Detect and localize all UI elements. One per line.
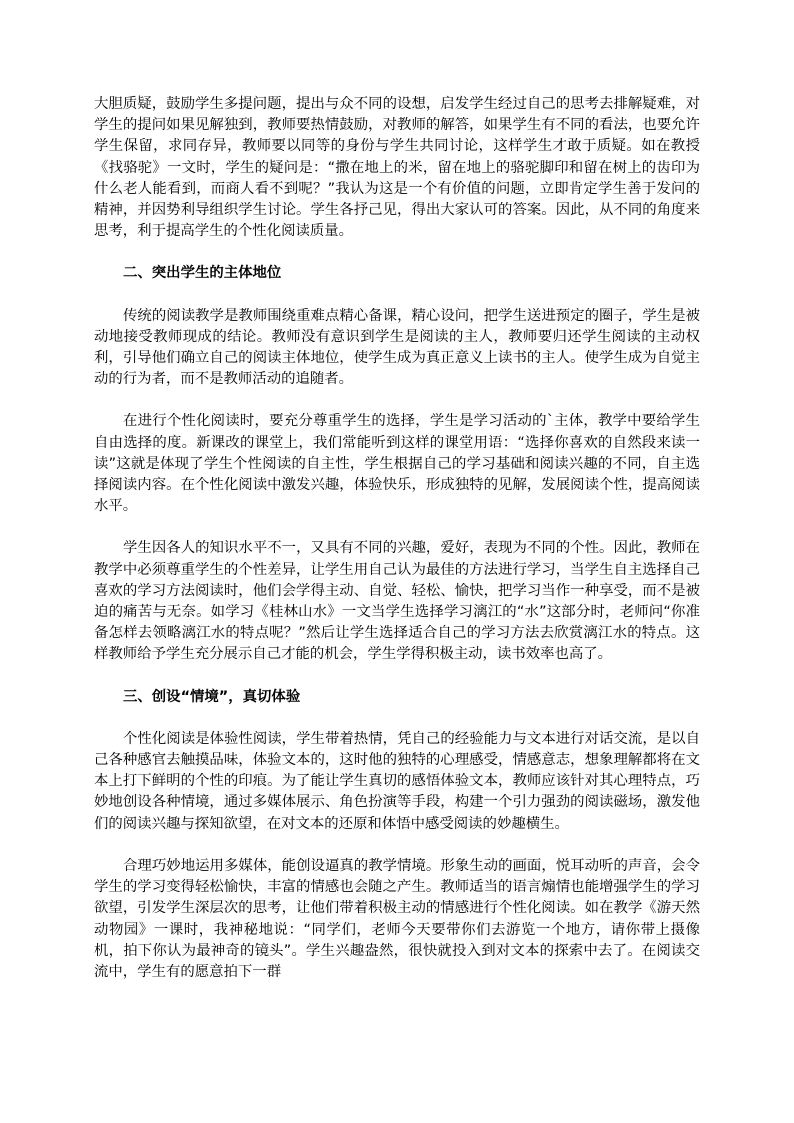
section-heading-3: 三、创设“情境”，真切体验 [123, 688, 301, 705]
paragraph-intro: 大胆质疑，鼓励学生多提问题，提出与众不同的设想，启发学生经过自己的思考去排解疑难，对学生的提问如果见解独到，教师要热情鼓励，对教师的解答，如果学生有不同的看法，也要允许学生保留，求同存异，教师要以同等的身份与学生共同讨论，这样学生才敢于质疑。如在教授《找骆驼》一文时，学生的疑问是：“撒在地上的米，留在地上的骆驼脚印和留在树上的齿印为什么老人能看到，而商人看不到呢？”我认为这是一个有价值的问题，立即肯定学生善于发问的精神，并因势利导组织学生讨论。学生各抒己见，得出大家认可的答案。因此，从不同的角度来思考，利于提高学生的个性化阅读质量。 [94, 96, 700, 240]
paragraph-2-2: 在进行个性化阅读时，要充分尊重学生的选择，学生是学习活动的`主体，教学中要给学生自由选择的度。新课改的课堂上，我们常能听到这样的课堂用语：“选择你喜欢的自然段来读一读”这就是体现了学生个性阅读的自主性，学生根据自己的学习基础和阅读兴趣的不同，自主选择阅读内容。在个性化阅读中激发兴趣，体验快乐，形成独特的见解，发展阅读个性，提高阅读水平。 [94, 413, 700, 515]
document-page [94, 94, 700, 1004]
paragraph-2-1: 传统的阅读教学是教师围绕重难点精心备课，精心设问，把学生送进预定的圈子，学生是被动地接受教师现成的结论。教师没有意识到学生是阅读的主人，教师要归还学生阅读的主动权利，引导他们确立自己的阅读主体地位，使学生成为真正意义上读书的主人。使学生成为自觉主动的行为者，而不是教师活动的追随者。 [94, 307, 700, 388]
section-heading-2: 二、突出学生的主体地位 [123, 265, 282, 282]
paragraph-3-2: 合理巧妙地运用多媒体，能创设逼真的教学情境。形象生动的画面，悦耳动听的声音，会令学生的学习变得轻松愉快，丰富的情感也会随之产生。教师适当的语言煽情也能增强学生的学习欲望，引发学生深层次的思考，让他们带着积极主动的情感进行个性化阅读。如在教学《游天然动物园》一课时，我神秘地说：“同学们，老师今天要带你们去游览一个地方，请你带上摄像机，拍下你认为最神奇的镜头”。学生兴趣盎然，很快就投入到对文本的探索中去了。在阅读交流中，学生有的愿意拍下一群 [94, 857, 700, 980]
paragraph-3-1: 个性化阅读是体验性阅读，学生带着热情，凭自己的经验能力与文本进行对话交流，是以自己各种感官去触摸品味，体验文本的，这时他的独特的心理感受，情感意志，想象理解都将在文本上打下鲜明的个性的印痕。为了能让学生真切的感悟体验文本，教师应该针对其心理特点，巧妙地创设各种情境，通过多媒体展示、角色扮演等手段，构建一个引力强劲的阅读磁场，激发他们的阅读兴趣与探知欲望，在对文本的还原和体悟中感受阅读的妙趣横生。 [94, 730, 700, 832]
paragraph-2-3: 学生因各人的知识水平不一，又具有不同的兴趣，爱好，表现为不同的个性。因此，教师在教学中必须尊重学生的个性差异，让学生用自己认为最佳的方法进行学习，当学生自主选择自己喜欢的学习方法阅读时，他们会学得主动、自觉、轻松、愉快，把学习当作一种享受，而不是被迫的痛苦与无奈。如学习《桂林山水》一文当学生选择学习漓江的“水”这部分时，老师问“你准备怎样去领略漓江水的特点呢？”然后让学生选择适合自己的学习方法去欣赏漓江水的特点。这样教师给予学生充分展示自己才能的机会，学生学得积极主动，读书效率也高了。 [94, 540, 700, 663]
